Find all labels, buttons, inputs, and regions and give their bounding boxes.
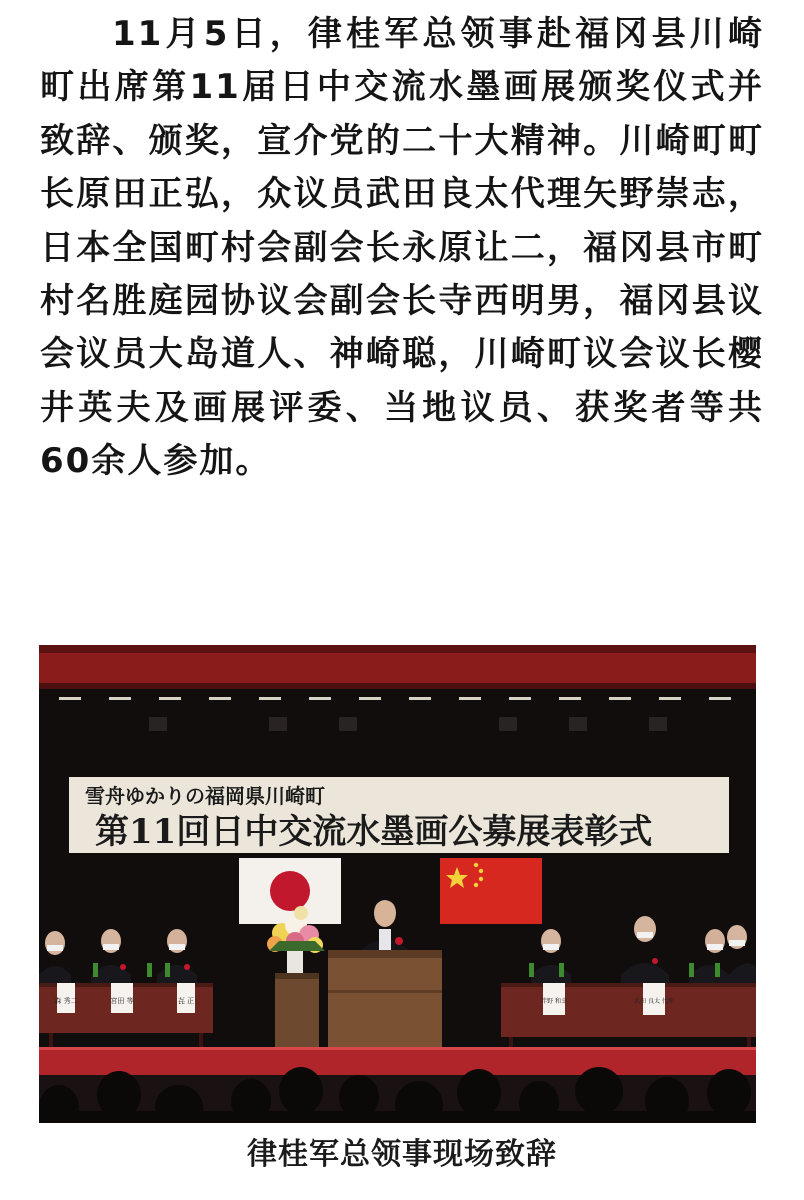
svg-text:伴野 和幸: 伴野 和幸 — [541, 998, 567, 1005]
ceremony-photo — [39, 645, 756, 1123]
china-flag — [440, 858, 542, 924]
svg-text:㐂 正: 㐂 正 — [177, 997, 195, 1005]
japan-flag-sun — [270, 871, 310, 911]
svg-text:宮田 等: 宮田 等 — [110, 997, 134, 1005]
svg-text:森 秀二: 森 秀二 — [54, 997, 78, 1005]
podium — [328, 950, 442, 1052]
right-table — [501, 983, 756, 1037]
photo-caption: 律桂军总领事现场致辞 — [247, 1137, 557, 1172]
stage-floor — [39, 1047, 756, 1077]
article-paragraph: 11月5日，律桂军总领事赴福冈县川崎町出席第11届日中交流水墨画展颁奖仪式并致辞、颁奖，宣介党的二十大精神。川崎町町长原田正弘，众议员武田良太代理矢野崇志，日本全国町村会副会长永原让二，福冈县市町村名胜庭园协议会副会长寺西明男，福冈县议会议员大岛道人、神崎聪，川崎町议会议长樱井英夫及画展评委、当地议员、获奖者等共60余人参加。 — [40, 14, 764, 482]
banner-line-1: 雪舟ゆかりの福岡県川崎町 — [85, 784, 325, 808]
svg-text:武田 良太 代理: 武田 良太 代理 — [634, 998, 674, 1005]
side-lectern — [275, 973, 319, 1051]
banner-line-2: 第11回日中交流水墨画公募展表彰式 — [95, 812, 653, 852]
